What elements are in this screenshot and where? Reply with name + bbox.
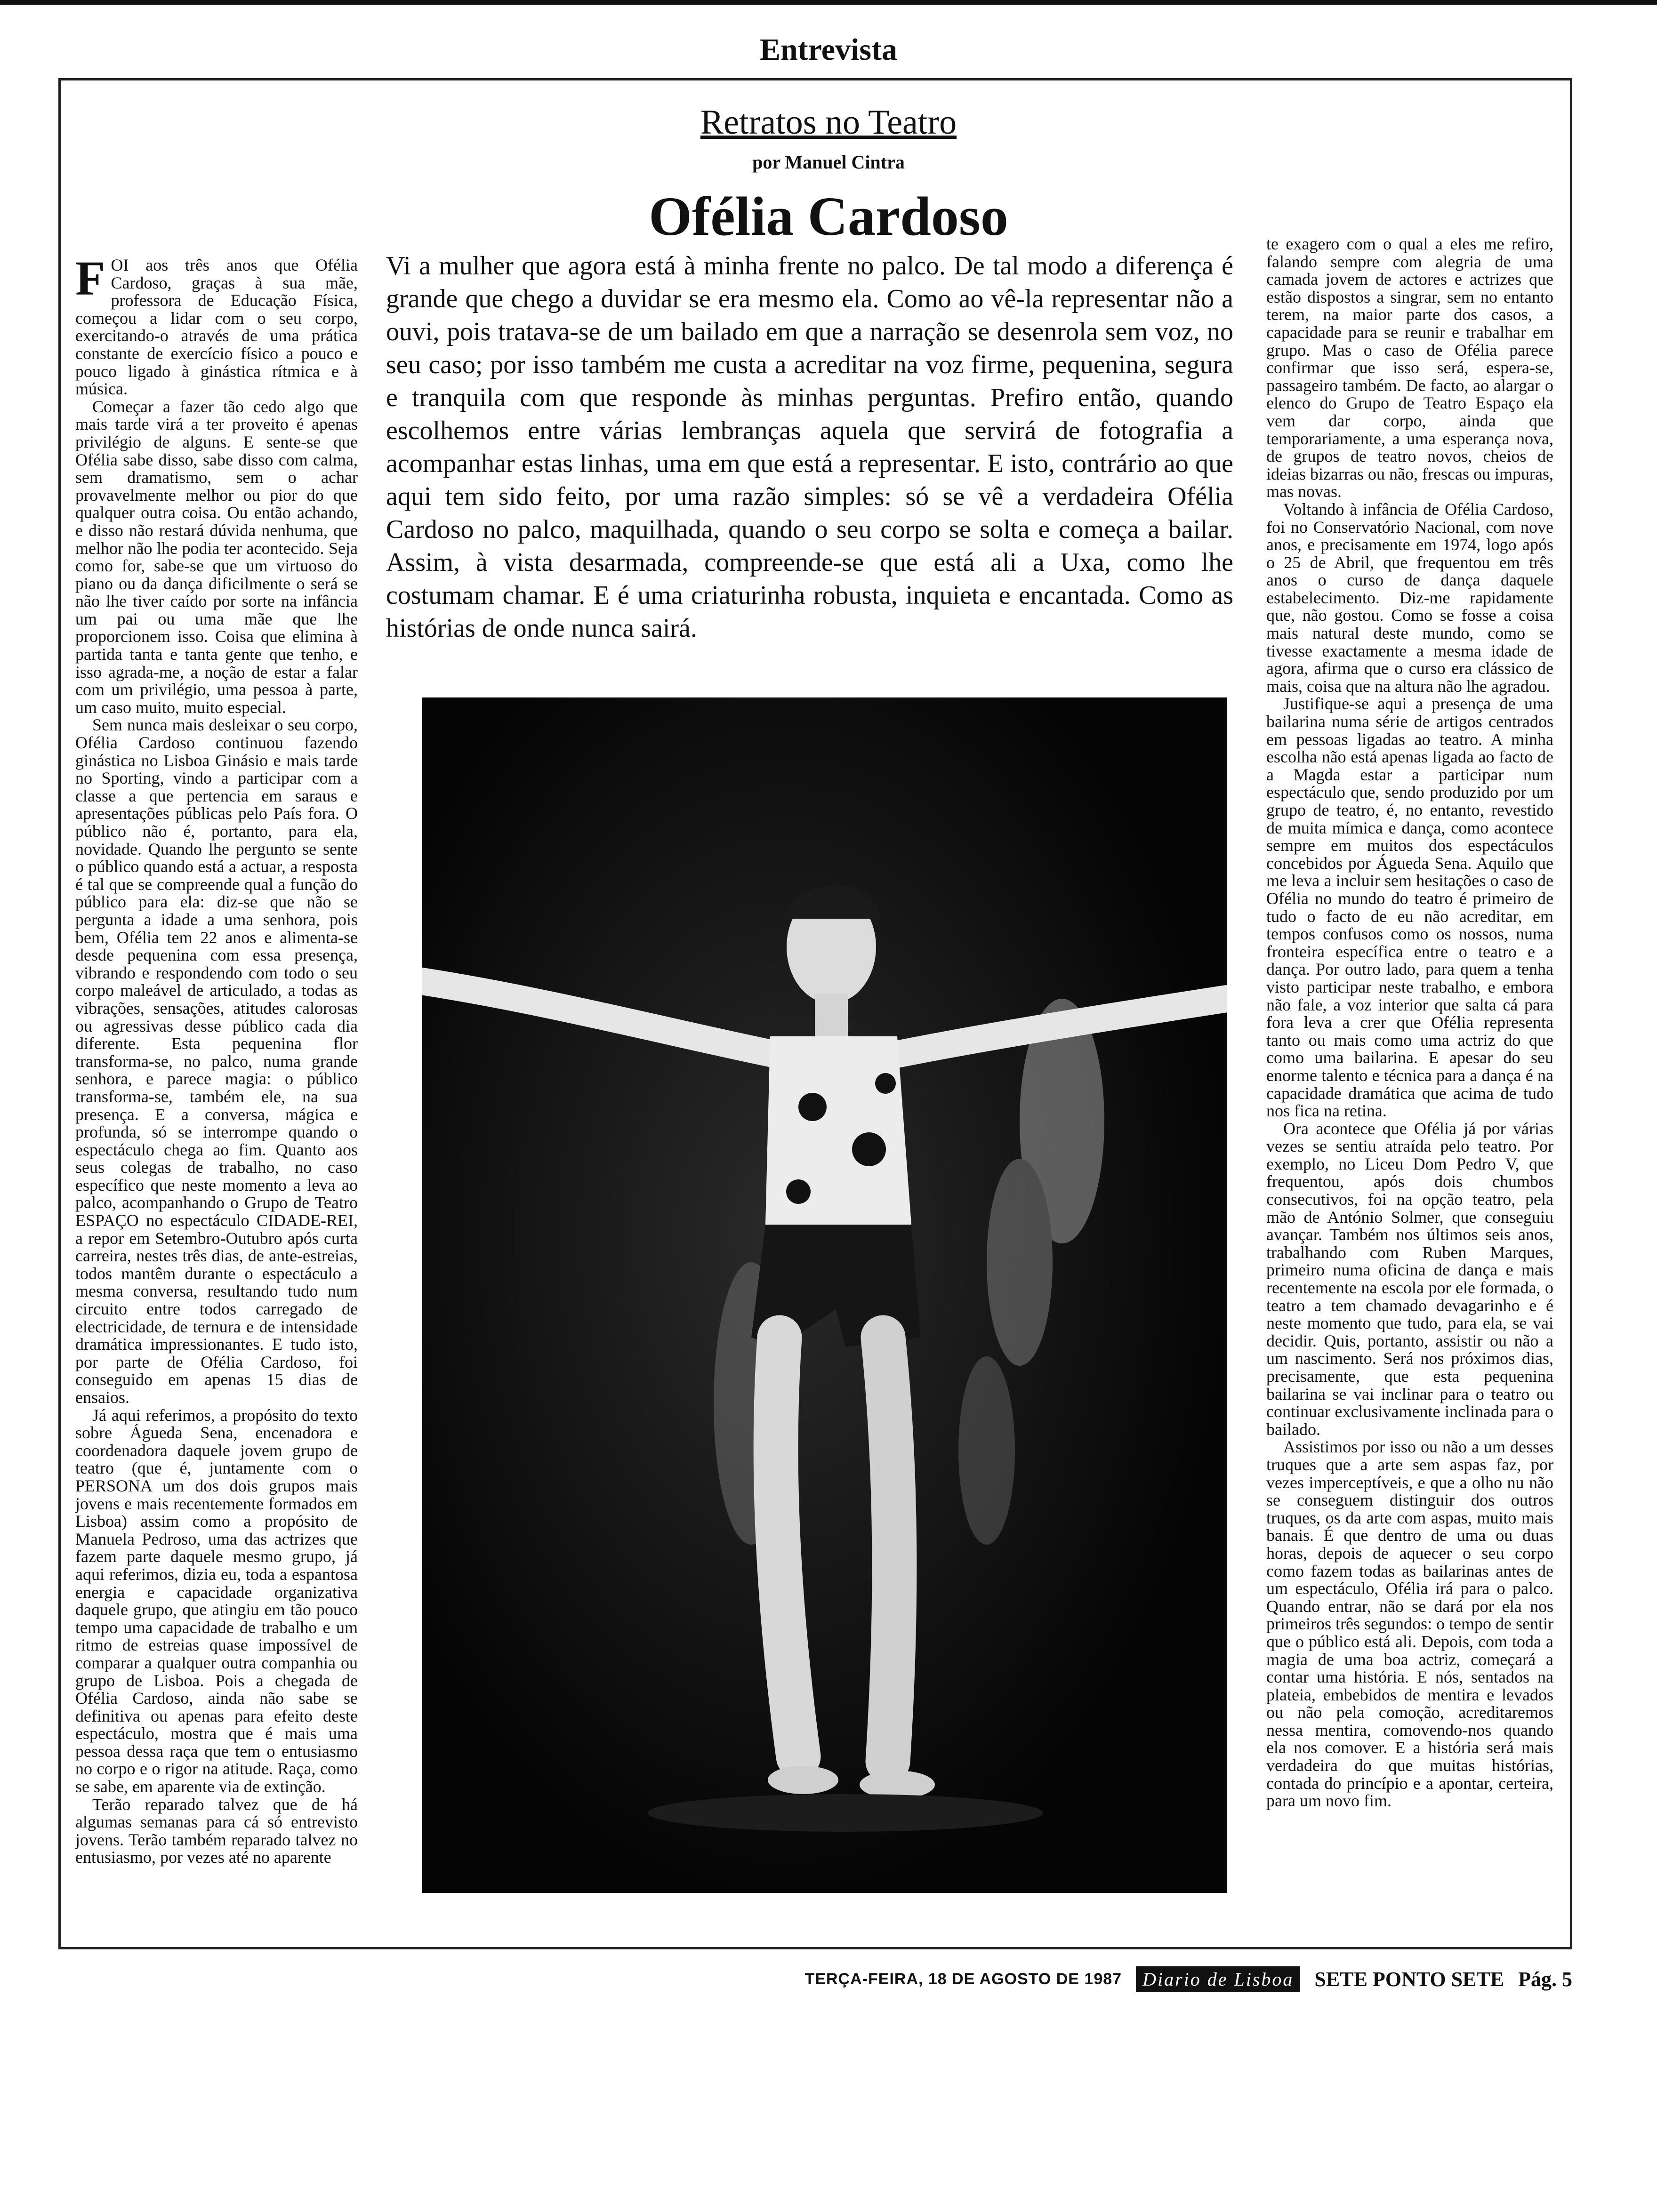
section-heading: Entrevista	[759, 32, 898, 67]
right-column	[1266, 235, 1553, 1932]
footer-date: TERÇA-FEIRA, 18 DE AGOSTO DE 1987	[804, 1970, 1122, 1988]
series-title-text: Retratos no Teatro	[700, 103, 957, 142]
left-paragraph-3: Sem nunca mais desleixar o seu corpo, Ofélia Cardoso continuou fazendo ginástica no Lisboa Ginásio e mais tarde no Sporting, vindo a participar com a classe a que pertencia em saraus e apresentações públicas pelo País fora. O público não é, portanto, para ela, novidade. Quando lhe pergunto se sente o público quando está a actuar, a resposta é tal que se compreende qual a função do público para ela: diz-se que não se pergunta a idade a uma senhora, pois bem, Ofélia tem 22 anos e alimenta-se desde pequenina com essa presença, vibrando e respondendo com todo o seu corpo maleável de articulado, a todas as vibrações, sensações, atitudes calorosas ou agressivas desse público cada dia diferente. Esta pequenina flor transforma-se, no palco, numa grande senhora, e parece magia: o público transforma-se, também ele, na sua presença. E a conversa, mágica e profunda, só se interrompe quando o espectáculo chega ao fim. Quanto aos seus colegas de trabalho, no caso específico que neste momento a leva ao palco, acompanhando o Grupo de Teatro ESPAÇO no espectáculo CIDADE-REI, a repor em Setembro-Outubro após curta carreira, nestes três dias, de ante-estreias, todos mantêm durante o espectáculo a mesma conversa, resultando tudo num circuito entre todos carregado de electricidade, de ternura e de intensidade dramática impressionantes. E tudo isto, por parte de Ofélia Cardoso, foi conseguido em apenas 15 dias de ensaios.	[75, 715, 358, 1407]
left-paragraph-1-text: OI aos três anos que Ofélia Cardoso, graças à sua mãe, professora de Educação Física, começou a lidar com o seu corpo, exercitando-o através de uma prática constante de exercício físico a pouco e pouco ligado à ginástica rítmica e à música.	[75, 256, 358, 399]
right-paragraph-5: Assistimos por isso ou não a um desses truques que a arte sem aspas faz, por vezes imperceptíveis, e que a olho nu não se conseguem distinguir dos outros truques, os da arte com aspas, muito mais banais. É que dentro de uma ou duas horas, depois de aquecer o seu corpo como fazem todas as bailarinas antes de um espectáculo, Ofélia irá para o palco. Quando entrar, não se dará por ela nos primeiros três segundos: o tempo de sentir que o público está ali. Depois, com toda a magia de uma boa actriz, começará a contar uma história. E nós, sentados na plateia, embebidos de mentira e levados ou não pela comoção, acreditaremos nessa mentira, comovendo-nos quando ela nos comover. E a história será mais verdadeira do que muitas histórias, contada do princípio e a apontar, certeira, para um novo fim.	[1266, 1437, 1553, 1811]
left-paragraph-5: Terão reparado talvez que de há algumas semanas para cá só entrevisto jovens. Terão também reparado talvez no entusiasmo, por vezes até no aparente	[75, 1795, 358, 1867]
headline: Ofélia Cardoso	[649, 185, 1008, 247]
left-paragraph-4: Já aqui referimos, a propósito do texto sobre Águeda Sena, encenadora e coordenadora daquele jovem grupo de teatro (que é, juntamente com o PERSONA um dos dois grupos mais jovens e mais recentemente formados em Lisboa) assim como a propósito de Manuela Pedroso, uma das actrizes que fazem parte daquele mesmo grupo, já aqui referimos, dizia eu, toda a espantosa energia e capacidade organizativa daquele grupo, que atingiu em tão pouco tempo uma capacidade de trabalho e um ritmo de estreias quase impossível de comparar a qualquer outra companhia ou grupo de Lisboa. Pois a chegada de Ofélia Cardoso, ainda não sabe se definitiva ou apenas para efeito deste espectáculo, mostra que é mais uma pessoa dessa raça que tem o entusiasmo no corpo e o rigor na atitude. Raça, como se sabe, em aparente via de extinção.	[75, 1405, 358, 1796]
right-paragraph-3: Justifique-se aqui a presença de uma bailarina numa série de artigos centrados em pessoas ligadas ao teatro. A minha escolha não está apenas ligada ao facto de a Magda estar a participar num espectáculo que, sendo produzido por um grupo de teatro, é, no entanto, revestido de muita mímica e dança, como acontece sempre em muitos dos espectáculos concebidos por Águeda Sena. Aquilo que me leva a incluir sem hesitações o caso de Ofélia no mundo do teatro é primeiro de tudo o facto de eu não acreditar, em tempos confusos como os nossos, numa fronteira específica entre o teatro e a dança. Por outro lado, para quem a tenha visto participar neste trabalho, e embora não fale, a voz interior que salta cá para fora leva a crer que Ofélia representa tanto ou mais como uma actriz do que como uma bailarina. E apesar do seu enorme talento e técnica para a dança é na capacidade dramática que acima de tudo nos fica na retina.	[1266, 694, 1553, 1121]
newspaper-logo: Diario de Lisboa	[1136, 1966, 1300, 1992]
right-paragraph-1: te exagero com o qual a eles me refiro, falando sempre com alegria de uma camada jovem de actores e actrizes que estão dispostos a singrar, sem no entanto terem, na maior parte dos casos, a capacidade para se reunir e trabalhar em grupo. Mas o caso de Ofélia parece confirmar que isso será, espera-se, passageiro também. De facto, ao alargar o elenco do Grupo de Teatro Espaço ela vem dar corpo, ainda que temporariamente, a uma esperança nova, de grupos de teatro novos, cheios de ideias bizarras ou não, frescas ou impuras, mas novas.	[1266, 235, 1553, 501]
left-paragraph-2: Começar a fazer tão cedo algo que mais tarde virá a ter proveito é apenas privilégio de alguns. E sente-se que Ofélia sabe disso, sabe disso com calma, sem dramatismo, sem o achar provavelmente melhor ou pior do que qualquer outra coisa. Ou então achando, e disso não restará dúvida nenhuma, que melhor não lhe podia ter acontecido. Seja como for, sabe-se que um virtuoso do piano ou da dança dificilmente o será se não lhe tiver caído por sorte na infância um pai ou uma mãe que lhe proporcionem isso. Coisa que elimina à partida tanta e tanta gente que tenho, e isso agrada-me, a noção de estar a falar com um privilégio, uma pessoa à parte, um caso muito, muito especial.	[75, 397, 358, 717]
series-title	[659, 103, 998, 142]
page-number: Pág. 5	[1518, 1967, 1572, 1991]
left-paragraph-1	[75, 256, 358, 398]
lede-paragraph: Vi a mulher que agora está à minha frente no palco. De tal modo a diferença é grande que chego a duvidar se era mesmo ela. Como ao vê-la representar não a ouvi, pois tratava-se de um bailado em que a narração se desenrola sem voz, no seu caso; por isso também me custa a acreditar na voz firme, pequenina, segura e tranquila com que responde às minhas perguntas. Prefiro então, quando escolhemos entre várias lembranças aquela que servirá de fotografia a acompanhar estas linhas, uma em que está a representar. E isto, contrário ao que aqui tem sido feito, por uma razão simples: só se vê a verdadeira Ofélia Cardoso no palco, maquilhada, quando o seu corpo se solta e começa a bailar. Assim, à vista desarmada, compreende-se que está ali a Uxa, como lhe costumam chamar. E é uma criaturinha robusta, inquieta e encantada. Como as histórias de onde nunca sairá.	[386, 251, 1233, 643]
right-paragraph-4: Ora acontece que Ofélia já por várias vezes se sentiu atraída pelo teatro. Por exemplo, no Liceu Dom Pedro V, que frequentou, após dois chumbos consecutivos, foi na opção teatro, pela mão de António Solmer, que conseguiu avançar. Também nos últimos seis anos, trabalhando com Ruben Marques, primeiro numa oficina de dança e mais recentemente na escola por ele formada, o teatro a tem chamado devagarinho e é neste momento que tudo, para ela, se vai decidir. Quis, portanto, assistir ou não a um nascimento. Será nos próximos dias, precisamente, que esta pequenina bailarina se vai inclinar para o teatro ou continuar exclusivamente inclinada para o bailado.	[1266, 1119, 1553, 1439]
top-rule	[0, 0, 1657, 5]
left-column	[75, 256, 358, 1932]
page-footer	[744, 1963, 1572, 1996]
right-paragraph-2: Voltando à infância de Ofélia Cardoso, foi no Conservatório Nacional, com nove anos, e precisamente em 1974, logo após o 25 de Abril, que frequentou em três anos o curso de dança daquele estabelecimento. Diz-me rapidamente que, não gostou. Como se fosse a coisa mais natural deste mundo, como se tivesse exactamente a mesma idade de agora, afirma que o curso era clássico de mais, coisa que na altura não lhe agradou.	[1266, 499, 1553, 696]
byline: por Manuel Cintra	[752, 152, 905, 173]
dancer-photo-illustration	[422, 697, 1227, 1893]
drop-cap: F	[75, 256, 105, 305]
dancer-photo	[422, 697, 1227, 1893]
supplement-name: SETE PONTO SETE	[1314, 1967, 1504, 1991]
